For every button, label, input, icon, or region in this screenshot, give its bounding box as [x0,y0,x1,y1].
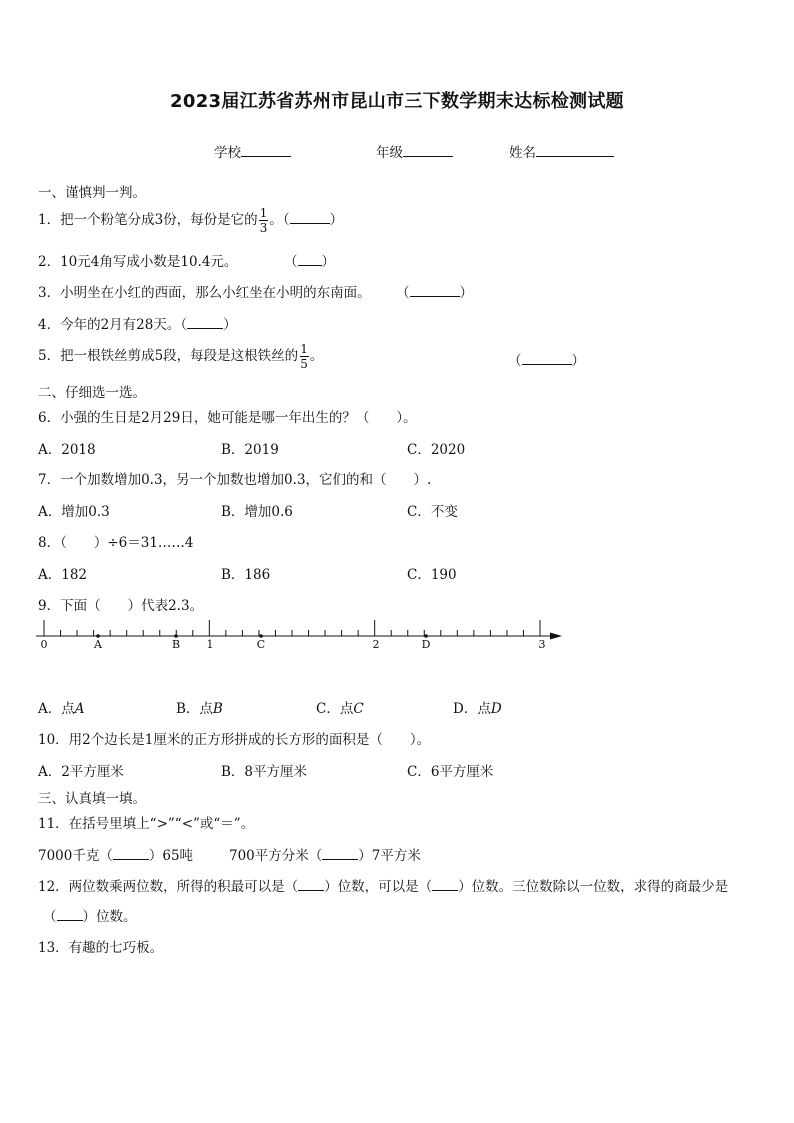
question-3 [38,281,371,301]
grade-field[interactable] [376,141,453,161]
q11-p2-blank[interactable] [322,848,358,860]
nl-label-1: 1 [206,638,214,651]
nl-label-3: 3 [538,638,546,651]
q9-a-var: A [74,701,85,717]
q12-blank-3[interactable] [57,909,83,921]
q1-frac-den: 3 [259,221,268,235]
q4-answer-blank[interactable] [187,317,223,329]
q7-option-b[interactable]: B．增加0.6 [221,504,293,520]
q3-text: 3．小明坐在小红的西面，那么小红坐在小明的东南面。 [38,285,371,301]
section3-heading: 三、认真填一填。 [38,791,146,807]
q5-fraction [299,343,309,370]
q9-a-prefix: A．点 [38,701,75,717]
question-8: 8．（ ）÷6＝31……4 [38,535,194,551]
question-5 [38,342,323,370]
q11-p1-right: ）65吨 [148,848,194,864]
q9-option-c[interactable] [316,697,364,717]
q8-option-c[interactable]: C．190 [407,567,457,583]
q12-text-2: ）位数，可以是（ [324,879,433,895]
nl-label-b: B [171,638,181,651]
question-1 [38,206,343,234]
name-label: 姓名 [509,145,536,161]
q9-d-var: D [490,701,502,717]
q9-d-prefix: D．点 [453,701,491,717]
q5-open: （ [508,353,522,369]
q2-open: （ [284,254,298,270]
q11-p2-left: 700平方分米（ [229,848,323,864]
q2-text: 2．10元4角写成小数是10.4元。 [38,254,238,270]
school-blank[interactable] [241,144,291,157]
q5-frac-num: 1 [300,342,308,356]
q5-answer-blank[interactable] [522,353,572,365]
q9-b-var: B [212,701,223,717]
q5-frac-den: 5 [300,357,308,371]
q5-answer[interactable] [508,349,585,369]
question-6: 6．小强的生日是2月29日，她可能是哪一年出生的？（ ）。 [38,410,417,426]
number-line [30,616,570,660]
q11-p1-blank[interactable] [113,848,149,860]
q3-answer-blank[interactable] [410,285,460,297]
q4-text: 4．今年的2月有28天。（ [38,317,188,333]
q11-part-1 [38,844,193,864]
q1-after: 。（ [269,212,290,228]
nl-label-d: D [421,638,431,651]
q10-option-c[interactable]: C．6平方厘米 [407,764,494,780]
grade-blank[interactable] [403,144,453,157]
q9-c-var: C [353,701,364,717]
q12-text-3: ）位数。三位数除以一位数，求得的商最少是 [458,879,729,895]
nl-label-a: A [94,638,102,651]
nl-label-c: C [256,638,266,651]
q1-frac-num: 1 [259,206,268,220]
q11-part-2 [229,844,421,864]
q1-close: ） [329,212,344,228]
q1-text: 1．把一个粉笔分成3份，每份是它的 [38,212,258,228]
q2-close: ） [321,254,335,270]
q12-line2-close: ）位数。 [82,909,137,925]
number-line-arrow-icon [550,633,562,640]
q5-after: 。 [309,348,324,364]
q5-close: ） [571,353,585,369]
school-label: 学校 [214,145,241,161]
q3-answer[interactable] [396,281,473,301]
q7-option-c[interactable]: C．不变 [407,504,458,520]
q6-option-b[interactable]: B．2019 [221,442,279,458]
q10-option-a[interactable]: A．2平方厘米 [38,764,124,780]
number-line-ticks [44,620,540,638]
question-7: 7．一个加数增加0.3，另一个加数也增加0.3，它们的和（ ）. [38,472,432,488]
q6-option-a[interactable]: A．2018 [38,442,96,458]
q9-option-a[interactable] [38,697,85,717]
question-9: 9．下面（ ）代表2.3。 [38,598,204,614]
q10-option-b[interactable]: B．8平方厘米 [221,764,308,780]
q3-open: （ [396,285,410,301]
q5-text: 5．把一根铁丝剪成5段，每段是这根铁丝的 [38,348,299,364]
q9-option-d[interactable] [453,697,502,717]
question-13: 13．有趣的七巧板。 [38,940,164,956]
q8-option-a[interactable]: A．182 [38,567,88,583]
q2-answer-blank[interactable] [298,254,322,266]
q3-close: ） [459,285,473,301]
question-11: 11．在括号里填上“>”“<”或“＝”。 [38,816,255,832]
q12-blank-2[interactable] [432,879,458,891]
nl-label-2: 2 [372,638,380,651]
q9-c-prefix: C．点 [316,701,354,717]
question-12 [38,875,728,895]
nl-label-0: 0 [40,638,48,651]
q7-option-a[interactable]: A．增加0.3 [38,504,110,520]
page-title: 2023届江苏省苏州市昆山市三下数学期末达标检测试题 [170,91,624,112]
q9-option-b[interactable] [176,697,223,717]
name-field[interactable] [509,141,614,161]
q11-p1-left: 7000千克（ [38,848,113,864]
q1-fraction [259,207,269,234]
q8-option-b[interactable]: B．186 [221,567,271,583]
q12-line-2 [43,905,137,925]
q12-blank-1[interactable] [298,879,324,891]
question-10: 10．用2个边长是1厘米的正方形拼成的长方形的面积是（ ）。 [38,732,431,748]
q6-option-c[interactable]: C．2020 [407,442,466,458]
section2-heading: 二、仔细选一选。 [38,385,146,401]
q2-answer[interactable] [284,250,335,270]
q11-p2-right: ）7平方米 [358,848,421,864]
q12-text-1: 12．两位数乘两位数，所得的积最可以是（ [38,879,299,895]
question-2 [38,250,237,270]
section1-heading: 一、谨慎判一判。 [38,185,146,201]
grade-label: 年级 [376,145,403,161]
q4-close: ） [223,317,237,333]
q1-answer-blank[interactable] [290,212,330,224]
school-field[interactable] [214,141,291,161]
name-blank[interactable] [536,144,614,157]
q9-b-prefix: B．点 [176,701,213,717]
question-4 [38,313,237,333]
q12-line2-open: （ [43,909,57,925]
